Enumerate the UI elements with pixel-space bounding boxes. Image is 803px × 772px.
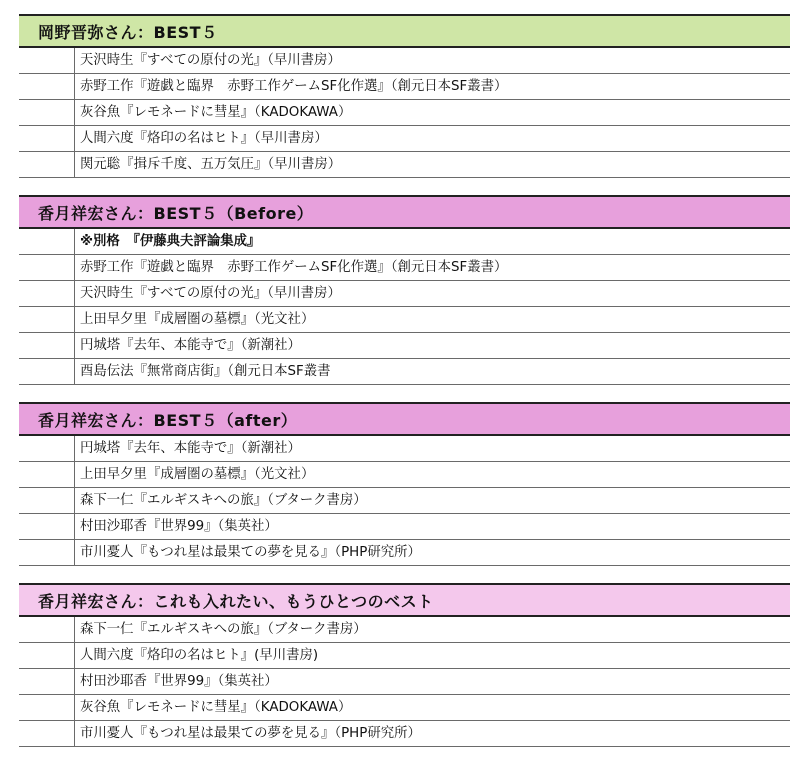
row-gutter [19,359,75,384]
row-gutter [19,488,75,513]
book-entry: 市川憂人『もつれ星は最果ての夢を見る』（PHP研究所） [80,545,421,560]
row-gutter [19,436,75,461]
book-entry: 天沢時生『すべての原付の光』（早川書房） [80,53,341,68]
table-row [19,488,790,514]
row-gutter [19,74,75,99]
row-gutter [19,48,75,73]
row-gutter [19,540,75,565]
row-gutter [19,617,75,642]
row-gutter [19,721,75,746]
section-kozuki-best5-after [19,402,790,566]
book-entry: 円城塔『去年、本能寺で』（新潮社） [80,338,301,353]
table-row [19,514,790,540]
row-gutter [19,514,75,539]
section-header: 岡野晋弥さん：BEST５ [19,14,790,48]
table-row [19,74,790,100]
book-entry: 森下一仁『エルギスキへの旅』（ブターク書房） [80,493,367,508]
book-entry: 灰谷魚『レモネードに彗星』（KADOKAWA） [80,700,352,715]
row-gutter [19,152,75,177]
table-row [19,100,790,126]
row-gutter [19,695,75,720]
table-row [19,255,790,281]
table-row [19,307,790,333]
book-entry: 市川憂人『もつれ星は最果ての夢を見る』（PHP研究所） [80,726,421,741]
book-entry: 赤野工作『遊戯と臨界 赤野工作ゲームSF化作選』（創元日本SF叢書） [80,260,508,275]
table-row [19,152,790,178]
book-entry: 円城塔『去年、本能寺で』（新潮社） [80,441,301,456]
section-kozuki-another-best [19,583,790,747]
row-gutter [19,333,75,358]
row-gutter [19,669,75,694]
table-row [19,643,790,669]
book-list-page [19,14,790,764]
book-entry: 人間六度『烙印の名はヒト』（早川書房） [80,131,328,146]
book-entry: 人間六度『烙印の名はヒト』(早川書房) [80,648,319,663]
table-row [19,333,790,359]
table-row [19,721,790,747]
section-okano-best5 [19,14,790,178]
table-row [19,281,790,307]
book-entry: 酉島伝法『無常商店街』（創元日本SF叢書 [80,364,331,379]
section-header: 香月祥宏さん：BEST５（after） [19,402,790,436]
book-entry: 村田沙耶香『世界99』（集英社） [80,519,278,534]
row-gutter [19,307,75,332]
table-row [19,229,790,255]
table-row [19,126,790,152]
table-row [19,695,790,721]
row-gutter [19,100,75,125]
table-row [19,669,790,695]
row-gutter [19,126,75,151]
table-row [19,359,790,385]
book-entry: 村田沙耶香『世界99』（集英社） [80,674,278,689]
section-header: 香月祥宏さん：BEST５（Before） [19,195,790,229]
table-row [19,436,790,462]
book-entry: 天沢時生『すべての原付の光』（早川書房） [80,286,341,301]
row-gutter [19,229,75,254]
book-entry: 関元聡『揖斥千度、五万気圧』（早川書房） [80,157,342,172]
table-row [19,617,790,643]
row-gutter [19,255,75,280]
table-row [19,48,790,74]
section-kozuki-best5-before [19,195,790,385]
book-entry: 森下一仁『エルギスキへの旅』（ブターク書房） [80,622,367,637]
book-entry-special: ※別格 『伊藤典夫評論集成』 [80,234,261,249]
table-row [19,462,790,488]
book-entry: 上田早夕里『成層圏の墓標』（光文社） [80,467,315,482]
table-row [19,540,790,566]
row-gutter [19,462,75,487]
row-gutter [19,643,75,668]
book-entry: 赤野工作『遊戯と臨界 赤野工作ゲームSF化作選』（創元日本SF叢書） [80,79,508,94]
row-gutter [19,281,75,306]
book-entry: 灰谷魚『レモネードに彗星』（KADOKAWA） [80,105,352,120]
section-header: 香月祥宏さん：これも入れたい、もうひとつのベスト [19,583,790,617]
book-entry: 上田早夕里『成層圏の墓標』（光文社） [80,312,315,327]
